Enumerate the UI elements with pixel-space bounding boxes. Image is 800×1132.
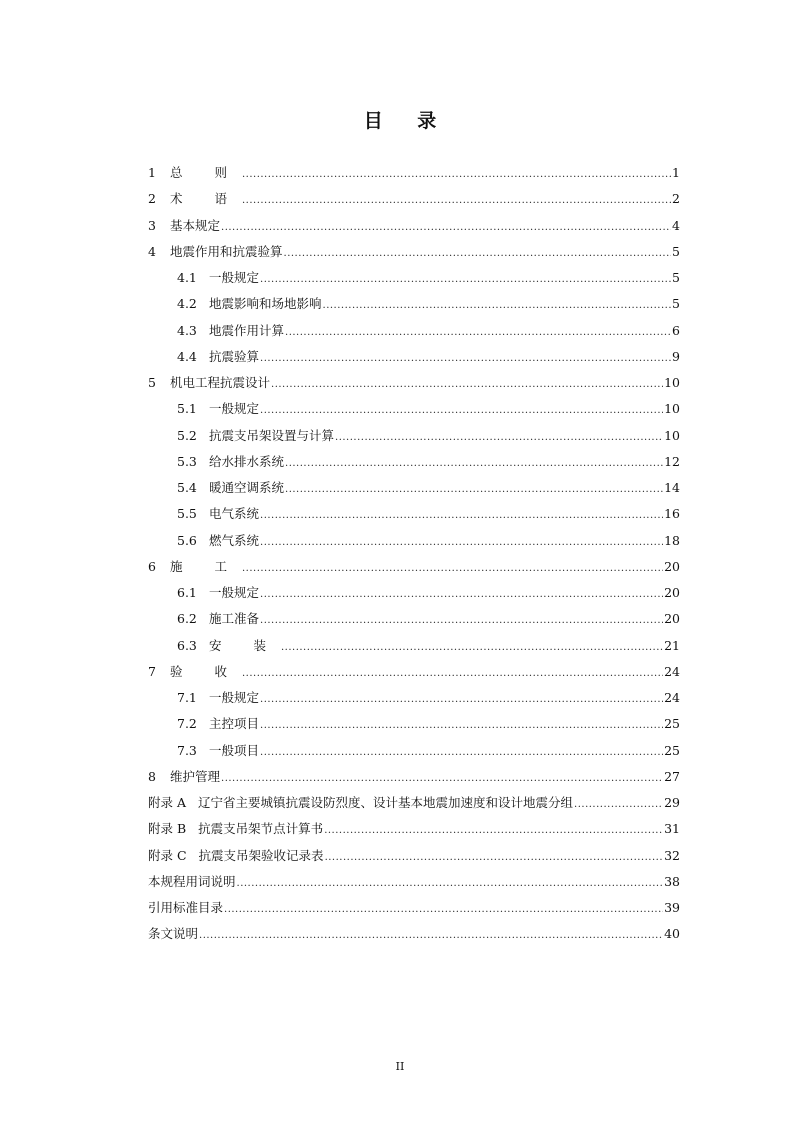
dot-leader	[260, 398, 663, 424]
toc-entry-page: 10	[664, 375, 680, 390]
dot-leader	[324, 818, 663, 844]
toc-entry-page: 16	[664, 506, 680, 522]
toc-entry-number: 5.6	[177, 532, 197, 548]
toc-entry-label: 一般规定	[209, 401, 260, 417]
dot-leader	[242, 162, 671, 188]
toc-entry[interactable]	[148, 318, 680, 344]
toc-entry-page: 31	[664, 821, 680, 837]
toc-entry-label: 电气系统	[209, 506, 260, 522]
toc-entry-number: 5	[148, 375, 156, 390]
toc-entry-page: 5	[672, 243, 680, 259]
toc-entry-number: 3	[148, 217, 156, 233]
toc-entry-page: 5	[672, 270, 680, 285]
toc-entry[interactable]	[148, 606, 680, 632]
toc-entry-page: 32	[664, 847, 680, 863]
toc-entry-label: 本规程用词说明	[148, 873, 236, 889]
dot-leader	[260, 346, 671, 372]
toc-entry-page: 25	[664, 716, 680, 732]
toc-entry-page: 40	[664, 926, 680, 942]
toc-entry-label: 主控项目	[209, 716, 260, 732]
toc-entry-label: 机电工程抗震设计	[170, 375, 271, 390]
toc-entry-page: 38	[664, 873, 680, 889]
toc-entry-label: 验 收	[170, 663, 241, 679]
toc-entry[interactable]	[148, 580, 680, 606]
toc-entry[interactable]	[148, 738, 680, 764]
toc-entry-page: 24	[664, 663, 680, 679]
dot-leader	[260, 687, 663, 713]
toc-entry[interactable]	[148, 291, 680, 317]
dot-leader	[285, 320, 671, 346]
toc-entry-label: 辽宁省主要城镇抗震设防烈度、设计基本地震加速度和设计地震分组	[198, 795, 574, 810]
dot-leader	[199, 923, 663, 949]
toc-entry-page: 27	[664, 768, 680, 784]
toc-entry-number: 4.3	[177, 322, 197, 338]
dot-leader	[260, 503, 663, 529]
toc-entry[interactable]	[148, 528, 680, 554]
dot-leader	[260, 267, 671, 293]
toc-entry-page: 10	[664, 427, 680, 443]
toc-entry-number: 7	[148, 663, 156, 679]
toc-entry[interactable]	[148, 790, 680, 816]
toc-entry[interactable]	[148, 816, 680, 842]
toc-entry-label: 地震影响和场地影响	[209, 296, 322, 312]
toc-entry-label: 抗震支吊架设置与计算	[209, 427, 335, 443]
toc-entry-number: 6.2	[177, 611, 197, 627]
toc-entry[interactable]	[148, 921, 680, 947]
toc-entry-label: 抗震支吊架节点计算书	[198, 821, 324, 837]
dot-leader	[325, 845, 664, 871]
toc-entry-page: 20	[664, 585, 680, 600]
dot-leader	[323, 293, 672, 319]
dot-leader	[335, 425, 663, 451]
toc-entry-label: 暖通空调系统	[209, 480, 285, 495]
toc-entry[interactable]	[148, 370, 680, 396]
toc-entry-page: 20	[664, 558, 680, 574]
toc-title: 目 录	[363, 110, 451, 132]
toc-entry[interactable]	[148, 895, 680, 921]
toc-entry-number: 5.1	[177, 401, 197, 417]
toc-entry-label: 给水排水系统	[209, 453, 285, 469]
toc-entry-label: 抗震验算	[209, 348, 260, 364]
toc-entry-number: 7.3	[177, 742, 197, 758]
toc-entry[interactable]	[148, 423, 680, 449]
toc-entry[interactable]	[148, 711, 680, 737]
dot-leader	[260, 530, 663, 556]
toc-entry-label: 地震作用计算	[209, 322, 285, 338]
toc-entry-label: 燃气系统	[209, 532, 260, 548]
dot-leader	[221, 215, 671, 241]
dot-leader	[285, 477, 663, 503]
toc-entry-label: 抗震支吊架验收记录表	[198, 847, 324, 863]
toc-entry[interactable]	[148, 475, 680, 501]
toc-entry-number: 5.5	[177, 506, 197, 522]
dot-leader	[242, 661, 663, 687]
toc-entry-number: 5.3	[177, 453, 197, 469]
toc-entry-number: 6.1	[177, 585, 197, 600]
page-number: II	[395, 1060, 405, 1073]
dot-leader	[242, 556, 663, 582]
toc-entry-label: 一般项目	[209, 742, 260, 758]
toc-entry-page: 9	[672, 348, 680, 364]
dot-leader	[260, 582, 663, 608]
toc-entry-number: 5.4	[177, 480, 197, 495]
dot-leader	[284, 241, 672, 267]
toc-entry-label: 术 语	[170, 191, 241, 207]
toc-entry[interactable]	[148, 501, 680, 527]
toc-entry-page: 10	[664, 401, 680, 417]
toc-entry-number: 4	[148, 243, 156, 259]
toc-entry[interactable]	[148, 186, 680, 212]
toc-entry-page: 1	[672, 165, 680, 180]
dot-leader	[221, 766, 663, 792]
toc-entry-number: 4.1	[177, 270, 197, 285]
toc-entry[interactable]	[148, 344, 680, 370]
toc-entry[interactable]	[148, 160, 680, 186]
toc-entry-label: 引用标准目录	[148, 900, 224, 915]
toc-entry-page: 5	[672, 296, 680, 312]
toc-entry-label: 一般规定	[209, 270, 260, 285]
toc-entry[interactable]	[148, 843, 680, 869]
toc-entry-number: 附录 C	[148, 847, 187, 863]
toc-entry-label: 总 则	[170, 165, 241, 180]
toc-entry-label: 施工准备	[209, 611, 260, 627]
dot-leader	[224, 897, 663, 923]
dot-leader	[281, 635, 663, 661]
dot-leader	[237, 871, 664, 897]
toc-entry-page: 6	[672, 322, 680, 338]
toc-entry-page: 24	[664, 690, 680, 705]
toc-entry-page: 18	[664, 532, 680, 548]
dot-leader	[574, 792, 663, 818]
table-of-contents	[148, 160, 680, 948]
toc-entry-number: 5.2	[177, 427, 197, 443]
dot-leader	[260, 608, 663, 634]
toc-entry-number: 4.4	[177, 348, 197, 364]
toc-entry-number: 6.3	[177, 637, 197, 653]
toc-entry[interactable]	[148, 554, 680, 580]
toc-entry-page: 20	[664, 611, 680, 627]
toc-entry-page: 21	[664, 637, 680, 653]
toc-entry-page: 25	[664, 742, 680, 758]
dot-leader	[271, 372, 663, 398]
toc-entry-page: 29	[664, 795, 680, 810]
dot-leader	[260, 713, 663, 739]
toc-entry-label: 安 装	[209, 637, 280, 653]
toc-entry-page: 2	[672, 191, 680, 207]
toc-entry-number: 1	[148, 165, 156, 180]
toc-entry-number: 4.2	[177, 296, 197, 312]
toc-entry-label: 地震作用和抗震验算	[170, 243, 283, 259]
toc-entry-number: 附录 A	[148, 795, 187, 810]
toc-entry[interactable]	[148, 239, 680, 265]
toc-entry-number: 附录 B	[148, 821, 187, 837]
toc-entry-label: 维护管理	[170, 768, 221, 784]
toc-entry-label: 一般规定	[209, 585, 260, 600]
toc-entry[interactable]	[148, 764, 680, 790]
toc-entry-label: 条文说明	[148, 926, 199, 942]
toc-entry[interactable]	[148, 213, 680, 239]
dot-leader	[242, 188, 671, 214]
toc-entry[interactable]	[148, 869, 680, 895]
toc-entry[interactable]	[148, 449, 680, 475]
dot-leader	[285, 451, 663, 477]
toc-entry[interactable]	[148, 396, 680, 422]
toc-entry[interactable]	[148, 633, 680, 659]
toc-entry-label: 施 工	[170, 558, 241, 574]
toc-entry-number: 6	[148, 558, 156, 574]
toc-entry-page: 14	[664, 480, 680, 495]
toc-entry-page: 12	[664, 453, 680, 469]
toc-entry-number: 2	[148, 191, 156, 207]
toc-entry-page: 39	[664, 900, 680, 915]
toc-entry[interactable]	[148, 685, 680, 711]
dot-leader	[260, 740, 663, 766]
toc-entry[interactable]	[148, 265, 680, 291]
toc-entry-page: 4	[672, 217, 680, 233]
toc-entry-number: 8	[148, 768, 156, 784]
toc-entry-label: 一般规定	[209, 690, 260, 705]
toc-entry[interactable]	[148, 659, 680, 685]
toc-entry-label: 基本规定	[170, 217, 221, 233]
toc-entry-number: 7.2	[177, 716, 197, 732]
toc-entry-number: 7.1	[177, 690, 197, 705]
